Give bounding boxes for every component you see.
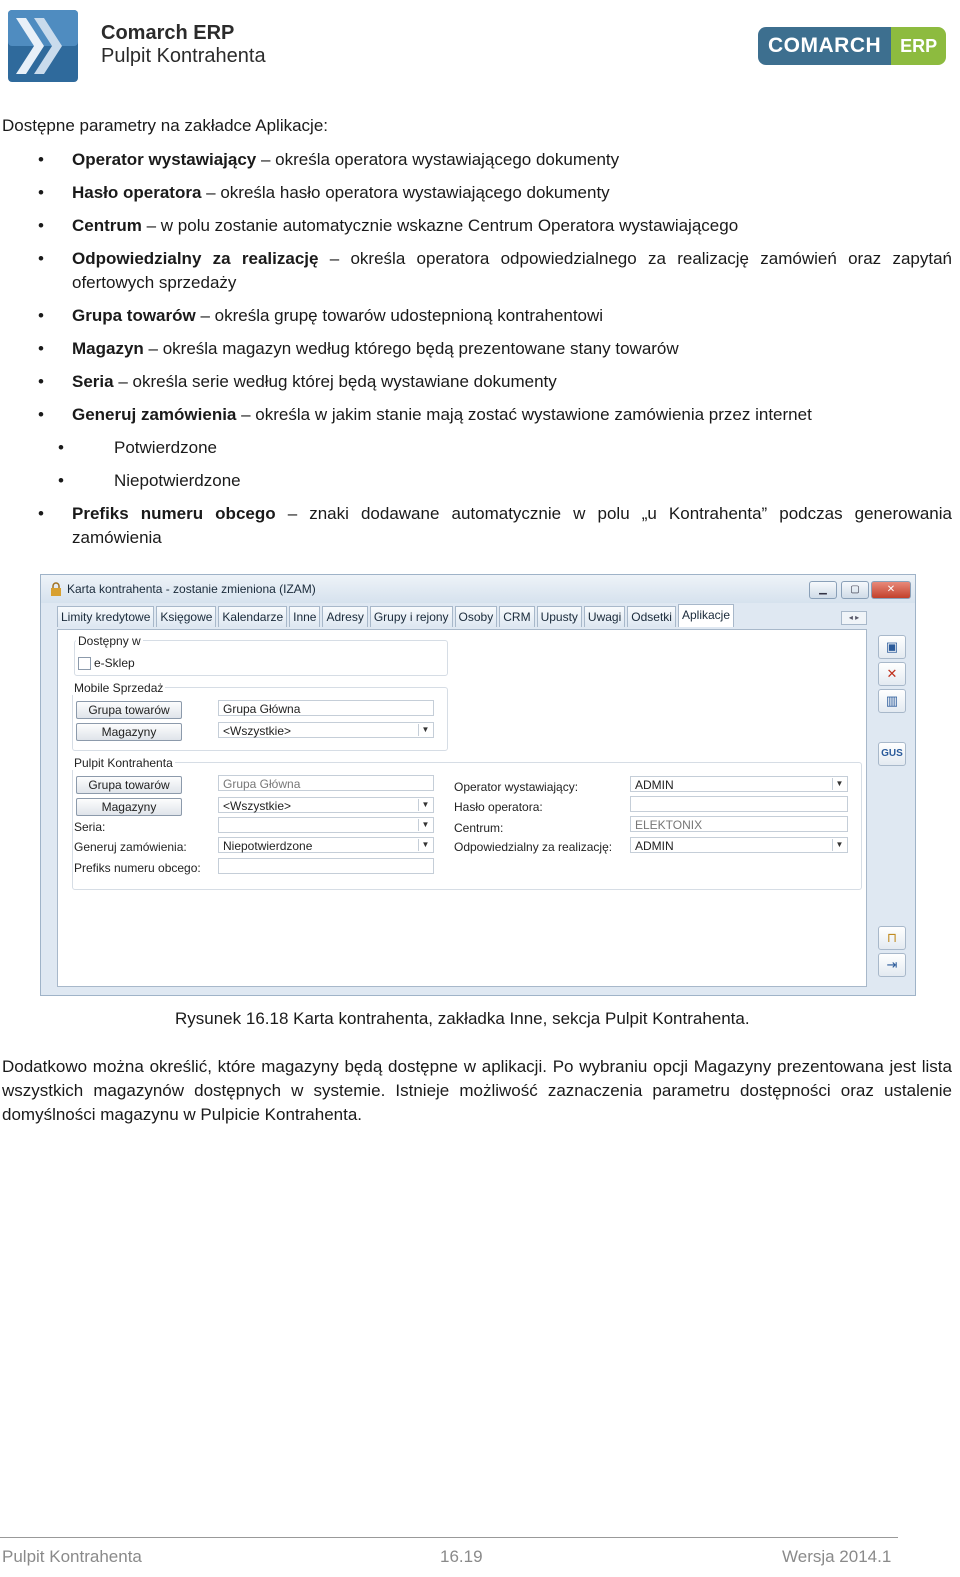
mobile-magazyn-select[interactable] [218,722,434,738]
chevron-down-icon[interactable]: ▼ [418,819,432,831]
chevron-down-icon[interactable]: ▼ [418,799,432,811]
param-desc: – określa w jakim stanie mają zostać wystawione zamówienia przez internet [236,405,812,424]
bullet-icon: • [58,438,64,457]
bullet-icon: • [38,216,44,235]
haslo-label: Hasło operatora: [454,800,543,814]
param-term: Hasło operatora [72,183,202,202]
contractor-card-window [40,574,916,996]
chevron-down-icon[interactable]: ▼ [418,724,432,736]
pulpit-magazyn-select[interactable] [218,797,434,813]
footer-page-number: 16.19 [440,1547,483,1566]
param-term: Operator wystawiający [72,150,257,169]
pulpit-magazyn-value: <Wszystkie> [223,799,292,813]
lock-icon [50,582,62,596]
pulpit-grupa-field[interactable]: Grupa Główna [218,775,434,791]
comarch-logo-icon [8,10,78,82]
param-term: Generuj zamówienia [72,405,237,424]
param-desc: – znaki dodawane automatycznie w polu „u Kontrahenta” podczas generowania zamówienia [72,504,952,547]
tab-uwagi[interactable]: Uwagi [584,606,625,627]
param-term: Magazyn [72,339,144,358]
book-icon[interactable]: ▥ [878,689,906,713]
eshop-label: e-Sklep [94,656,135,670]
window-title: Karta kontrahenta - zostanie zmieniona (IZAM) [67,582,316,596]
mobile-grupa-field[interactable]: Grupa Główna [218,700,434,716]
pulpit-grupa-button[interactable]: Grupa towarów [76,776,182,794]
chevron-down-icon[interactable]: ▼ [832,839,846,851]
param-desc: – określa serie według której będą wystawiane dokumenty [113,372,557,391]
tab-odsetki[interactable]: Odsetki [627,606,676,627]
footer-divider [0,1537,898,1538]
save-icon[interactable]: ▣ [878,635,906,659]
group-label-dostepny: Dostępny w [78,634,141,648]
seria-select[interactable] [218,817,434,833]
tab-scroll-arrows[interactable]: ◂ ▸ [841,611,867,625]
tab-grupy[interactable]: Grupy i rejony [370,606,453,627]
group-label-pulpit: Pulpit Kontrahenta [74,756,173,770]
delete-icon[interactable]: ✕ [878,662,906,686]
figure-caption: Rysunek 16.18 Karta kontrahenta, zakładka Inne, sekcja Pulpit Kontrahenta. [175,1009,750,1028]
bullet-icon: • [38,150,44,169]
bullet-icon: • [38,249,44,268]
param-term: Odpowiedzialny za realizację [72,249,319,268]
param-term: Prefiks numeru obcego [72,504,276,523]
param-term: Grupa towarów [72,306,196,325]
haslo-field[interactable] [630,796,848,812]
sub-option: Niepotwierdzone [114,471,241,490]
operator-label: Operator wystawiający: [454,780,579,794]
seria-label: Seria: [74,820,106,834]
tab-kalendarze[interactable]: Kalendarze [218,606,287,627]
brand-logo [758,27,946,65]
bullet-icon: • [38,504,44,523]
tab-limity[interactable]: Limity kredytowe [57,606,154,627]
group-mobile [72,687,448,751]
prefiks-label: Prefiks numeru obcego: [74,861,201,875]
param-desc: – określa magazyn według którego będą prezentowane stany towarów [143,339,679,358]
brand-tag: ERP [891,27,946,65]
group-label-mobile: Mobile Sprzedaż [74,681,164,695]
prefiks-field[interactable] [218,858,434,874]
intro-text: Dostępne parametry na zakładce Aplikacje: [2,116,329,135]
chevron-down-icon[interactable]: ▼ [832,778,846,790]
tab-ksiegowe[interactable]: Księgowe [156,606,216,627]
pin-icon[interactable]: ⇥ [878,953,906,977]
eshop-checkbox[interactable] [78,657,91,670]
bullet-icon: • [38,372,44,391]
minimize-button[interactable]: ▁ [809,581,837,599]
bullet-icon: • [38,183,44,202]
generuj-select[interactable] [218,837,434,853]
close-button[interactable]: ✕ [871,581,911,599]
aplikacje-panel [57,629,867,987]
generuj-label: Generuj zamówienia: [74,840,187,854]
odpowiedzialny-select[interactable] [630,837,848,853]
tab-adresy[interactable]: Adresy [322,606,367,627]
mobile-grupa-button[interactable]: Grupa towarów [76,701,182,719]
tab-upusty[interactable]: Upusty [537,606,582,627]
window-titlebar [41,575,915,603]
chevron-down-icon[interactable]: ▼ [418,839,432,851]
bullet-icon: • [38,306,44,325]
sub-option: Potwierdzone [114,438,218,457]
mobile-magazyn-value: <Wszystkie> [223,724,292,738]
footer-left: Pulpit Kontrahenta [2,1547,142,1566]
bullet-icon: • [38,405,44,424]
odpowiedzialny-value: ADMIN [635,839,674,853]
body-paragraph: Dodatkowo można określić, które magazyny będą dostępne w aplikacji. Po wybraniu opcji Magazyny prezentowana jest lista wszystkich magazynów dostępnych w systemie. Istnieje możliwość zaznaczenia parametru dostępności oraz ustalenie domyślności magazynu w Pulpicie Kontrahenta. [2,1057,952,1124]
tab-bar [57,606,736,628]
mobile-magazyny-button[interactable]: Magazyny [76,723,182,741]
bullet-icon: • [58,471,64,490]
tab-aplikacje[interactable]: Aplikacje [678,604,734,627]
brand-main: COMARCH [758,27,891,65]
operator-select[interactable] [630,776,848,792]
unlock-icon[interactable]: ⊓ [878,926,906,950]
param-term: Seria [72,372,114,391]
gus-icon[interactable]: GUS [878,742,906,766]
tab-osoby[interactable]: Osoby [455,606,498,627]
param-desc: – w polu zostanie automatycznie wskazne Centrum Operatora wystawiającego [141,216,739,235]
centrum-label: Centrum: [454,821,504,835]
odpowiedzialny-label: Odpowiedzialny za realizację: [454,840,613,854]
footer-version: Wersja 2014.1 [782,1547,892,1566]
tab-inne[interactable]: Inne [289,606,320,627]
param-desc: – określa hasło operatora wystawiającego dokumenty [201,183,610,202]
operator-value: ADMIN [635,778,674,792]
param-desc: – określa grupę towarów udostepnioną kontrahentowi [195,306,604,325]
header-title: Comarch ERP [101,22,235,44]
param-desc: – określa operatora wystawiającego dokumenty [256,150,620,169]
tab-crm[interactable]: CRM [499,606,534,627]
param-term: Centrum [72,216,142,235]
param-desc: – określa operatora odpowiedzialnego za realizację zamówień oraz zapytań ofertowych sprzedaży [72,249,952,292]
pulpit-magazyny-button[interactable]: Magazyny [76,798,182,816]
generuj-value: Niepotwierdzone [223,839,313,853]
maximize-button[interactable]: ▢ [841,581,869,599]
centrum-field[interactable]: ELEKTONIX [630,816,848,832]
header-subtitle: Pulpit Kontrahenta [101,45,266,67]
bullet-icon: • [38,339,44,358]
